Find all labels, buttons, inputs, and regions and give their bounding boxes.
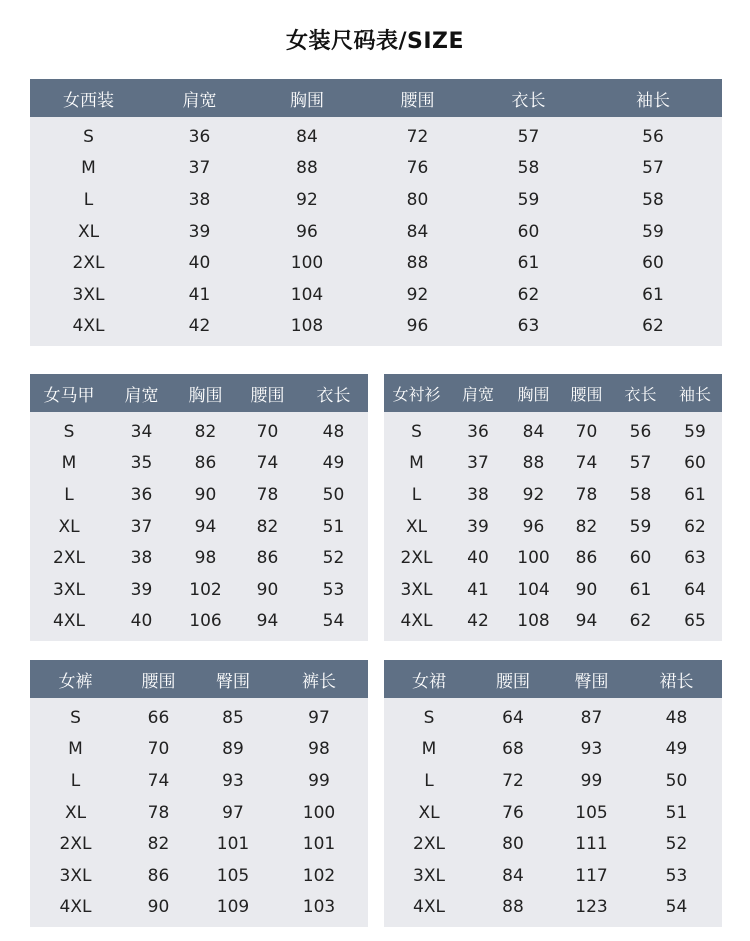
women-skirt-size-table [384,660,722,927]
measurement-cell: 82 [147,834,170,855]
measurement-cell: 102 [302,865,336,886]
measurement-cell: 36 [188,126,211,147]
measurement-cell: 100 [290,253,324,274]
size-label: L [411,484,422,505]
column-header: 女裙 [384,660,474,698]
spacer [30,342,722,346]
measurement-cell: 90 [575,579,598,600]
size-label: 4XL [53,611,85,632]
measurement-cell: 88 [502,897,524,918]
measurement-cell: 87 [580,707,603,728]
size-label: 4XL [59,897,92,918]
measurement-cell: 96 [406,316,429,337]
measurement-cell: 41 [467,579,489,600]
measurement-cell: 48 [665,707,688,728]
measurement-cell: 49 [322,453,345,474]
column-header: 腰围 [236,374,299,412]
column-header: 肩宽 [449,374,507,412]
measurement-cell: 90 [194,484,217,505]
size-label: 3XL [59,865,92,886]
measurement-cell: 58 [642,189,664,210]
table-row [30,479,368,511]
spacer [30,637,368,641]
measurement-cell: 56 [642,126,664,147]
size-label: S [70,707,81,728]
size-label: 2XL [72,253,105,274]
header-row [30,660,368,698]
spacer-row [30,637,368,641]
table-row [30,416,368,448]
column-header: 衣长 [299,374,368,412]
size-label: 3XL [53,579,85,600]
measurement-cell: 53 [322,579,345,600]
table-row [30,828,368,860]
measurement-cell: 59 [629,516,652,537]
size-label: L [83,189,94,210]
measurement-cell: 57 [517,126,540,147]
measurement-cell: 82 [256,516,279,537]
size-label: 4XL [413,897,445,918]
measurement-cell: 60 [517,221,540,242]
table-row [384,765,722,797]
measurement-cell: 56 [629,421,652,442]
table-row [384,860,722,892]
measurement-cell: 97 [308,707,330,728]
measurement-cell: 80 [502,834,524,855]
measurement-cell: 38 [130,548,153,569]
measurement-cell: 62 [642,316,664,337]
table-row [30,216,722,248]
measurement-cell: 40 [188,253,211,274]
measurement-cell: 63 [517,316,540,337]
measurement-cell: 111 [575,834,608,855]
measurement-cell: 37 [130,516,153,537]
measurement-cell: 82 [194,421,217,442]
measurement-cell: 52 [322,548,345,569]
table-row [384,797,722,829]
column-header: 臀围 [552,660,631,698]
size-label: 2XL [413,834,445,855]
measurement-cell: 60 [629,548,652,569]
measurement-cell: 92 [522,484,545,505]
size-label: M [421,739,437,760]
column-header: 腰围 [474,660,552,698]
column-header: 胸围 [507,374,560,412]
measurement-cell: 105 [575,802,608,823]
measurement-cell: 117 [575,865,608,886]
women-pants-size-table [30,660,368,927]
table-row [384,479,722,511]
measurement-cell: 108 [517,611,550,632]
header-row [384,660,722,698]
table-row [30,511,368,543]
column-header: 衣长 [473,79,584,117]
measurement-cell: 105 [216,865,250,886]
measurement-cell: 40 [467,548,489,569]
size-label: XL [418,802,440,823]
table-row [30,542,368,574]
measurement-cell: 96 [296,221,318,242]
measurement-cell: 100 [302,802,336,823]
measurement-cell: 94 [194,516,217,537]
measurement-cell: 123 [575,897,608,918]
spacer-row [384,637,722,641]
table-row [30,311,722,343]
measurement-cell: 61 [642,284,664,305]
measurement-cell: 62 [517,284,540,305]
table-row [384,828,722,860]
measurement-cell: 93 [222,770,244,791]
table-row [30,279,722,311]
table-row [384,542,722,574]
size-label: 4XL [400,611,433,632]
size-label: XL [64,802,87,823]
measurement-cell: 65 [684,611,706,632]
measurement-cell: 74 [575,453,598,474]
measurement-cell: 39 [130,579,153,600]
size-label: 4XL [72,316,105,337]
measurement-cell: 108 [290,316,324,337]
measurement-cell: 58 [517,158,540,179]
measurement-cell: 39 [188,221,211,242]
measurement-cell: 52 [665,834,688,855]
measurement-cell: 89 [222,739,244,760]
measurement-cell: 84 [406,221,429,242]
table-row [30,765,368,797]
column-header: 腰围 [560,374,613,412]
measurement-cell: 57 [629,453,652,474]
size-label: XL [58,516,80,537]
size-label: 3XL [400,579,433,600]
measurement-cell: 90 [256,579,279,600]
measurement-cell: 84 [502,865,524,886]
measurement-cell: 74 [256,453,279,474]
size-label: S [83,126,94,147]
column-header: 女裤 [30,660,121,698]
spacer-row [30,342,722,346]
measurement-cell: 72 [406,126,429,147]
measurement-cell: 100 [517,548,550,569]
column-header: 肩宽 [147,79,252,117]
measurement-cell: 39 [467,516,489,537]
measurement-cell: 54 [322,611,345,632]
measurement-cell: 82 [575,516,598,537]
measurement-cell: 72 [502,770,524,791]
measurement-cell: 106 [189,611,222,632]
size-label: S [411,421,422,442]
column-header: 腰围 [362,79,473,117]
measurement-cell: 68 [502,739,524,760]
measurement-cell: 86 [147,865,170,886]
column-header: 胸围 [252,79,362,117]
spacer [384,637,722,641]
measurement-cell: 41 [188,284,211,305]
measurement-cell: 102 [189,579,222,600]
measurement-cell: 99 [580,770,603,791]
spacer [384,923,722,927]
measurement-cell: 70 [147,739,170,760]
measurement-cell: 80 [406,189,429,210]
size-label: 2XL [53,548,85,569]
measurement-cell: 84 [522,421,545,442]
table-row [30,606,368,638]
table-row [384,702,722,734]
measurement-cell: 50 [322,484,345,505]
table-row [384,574,722,606]
size-label: 2XL [59,834,92,855]
measurement-cell: 98 [194,548,217,569]
table-row [30,734,368,766]
measurement-cell: 62 [629,611,652,632]
column-header: 臀围 [196,660,270,698]
measurement-cell: 88 [522,453,545,474]
measurement-cell: 74 [147,770,170,791]
header-row [30,79,722,117]
table-row [384,734,722,766]
measurement-cell: 42 [188,316,211,337]
table-row [30,797,368,829]
column-header: 袖长 [584,79,722,117]
measurement-cell: 78 [256,484,279,505]
table-row [30,702,368,734]
measurement-cell: 51 [665,802,688,823]
measurement-cell: 86 [256,548,279,569]
measurement-cell: 60 [684,453,706,474]
women-shirt-size-table [384,374,722,641]
measurement-cell: 66 [147,707,170,728]
measurement-cell: 37 [188,158,211,179]
measurement-cell: 101 [302,834,336,855]
measurement-cell: 62 [684,516,706,537]
table-row [384,892,722,924]
table-row [30,184,722,216]
header-row [30,374,368,412]
measurement-cell: 50 [665,770,688,791]
table-row [30,892,368,924]
table-row [30,247,722,279]
measurement-cell: 103 [302,897,336,918]
measurement-cell: 76 [502,802,524,823]
measurement-cell: 54 [665,897,688,918]
size-label: XL [405,516,428,537]
table-row [384,511,722,543]
column-header: 肩宽 [108,374,175,412]
measurement-cell: 61 [517,253,540,274]
size-label: 3XL [72,284,105,305]
measurement-cell: 57 [642,158,664,179]
measurement-cell: 59 [642,221,664,242]
measurement-cell: 38 [188,189,211,210]
measurement-cell: 90 [147,897,170,918]
table-row [30,153,722,185]
measurement-cell: 35 [130,453,153,474]
measurement-cell: 86 [194,453,217,474]
measurement-cell: 37 [467,453,489,474]
measurement-cell: 88 [406,253,429,274]
column-header: 裤长 [270,660,368,698]
page-title: 女装尺码表/SIZE [285,29,465,54]
measurement-cell: 61 [684,484,706,505]
size-label: M [68,739,83,760]
measurement-cell: 96 [522,516,545,537]
size-label: M [61,453,77,474]
table-row [30,121,722,153]
measurement-cell: 60 [642,253,664,274]
measurement-cell: 88 [296,158,318,179]
women-suit-size-table [30,79,722,346]
measurement-cell: 104 [290,284,324,305]
measurement-cell: 92 [296,189,318,210]
measurement-cell: 34 [130,421,153,442]
measurement-cell: 59 [517,189,540,210]
spacer-row [30,923,368,927]
measurement-cell: 64 [502,707,524,728]
measurement-cell: 78 [147,802,170,823]
measurement-cell: 59 [684,421,706,442]
measurement-cell: 93 [580,739,603,760]
measurement-cell: 104 [517,579,550,600]
table-row [384,416,722,448]
table-row [30,574,368,606]
measurement-cell: 94 [575,611,598,632]
spacer-row [384,923,722,927]
measurement-cell: 36 [130,484,153,505]
table-row [30,860,368,892]
measurement-cell: 109 [216,897,250,918]
measurement-cell: 48 [322,421,345,442]
column-header: 女衬衫 [384,374,449,412]
measurement-cell: 85 [222,707,244,728]
size-label: M [81,158,96,179]
column-header: 腰围 [121,660,196,698]
measurement-cell: 51 [322,516,345,537]
size-label: XL [77,221,100,242]
measurement-cell: 70 [575,421,598,442]
size-label: M [409,453,424,474]
women-vest-size-table [30,374,368,641]
column-header: 衣长 [613,374,668,412]
column-header: 女马甲 [30,374,108,412]
measurement-cell: 99 [308,770,330,791]
table-row [384,448,722,480]
column-header: 裙长 [631,660,722,698]
measurement-cell: 92 [406,284,429,305]
size-label: L [70,770,81,791]
measurement-cell: 49 [665,739,688,760]
header-row [384,374,722,412]
measurement-cell: 63 [684,548,706,569]
measurement-cell: 98 [308,739,330,760]
measurement-cell: 40 [130,611,153,632]
measurement-cell: 58 [629,484,652,505]
measurement-cell: 86 [575,548,598,569]
size-label: S [423,707,435,728]
measurement-cell: 61 [629,579,652,600]
spacer [30,923,368,927]
table-row [384,606,722,638]
measurement-cell: 42 [467,611,489,632]
measurement-cell: 76 [406,158,429,179]
column-header: 袖长 [668,374,722,412]
size-label: 2XL [400,548,433,569]
size-label: L [424,770,434,791]
measurement-cell: 97 [222,802,244,823]
measurement-cell: 94 [256,611,279,632]
size-label: S [63,421,75,442]
measurement-cell: 101 [216,834,250,855]
measurement-cell: 70 [256,421,279,442]
measurement-cell: 36 [467,421,489,442]
size-label: L [64,484,74,505]
measurement-cell: 53 [665,865,688,886]
measurement-cell: 38 [467,484,489,505]
measurement-cell: 64 [684,579,706,600]
measurement-cell: 78 [575,484,598,505]
measurement-cell: 84 [296,126,318,147]
size-label: 3XL [413,865,445,886]
table-row [30,448,368,480]
column-header: 女西装 [30,79,147,117]
column-header: 胸围 [175,374,236,412]
